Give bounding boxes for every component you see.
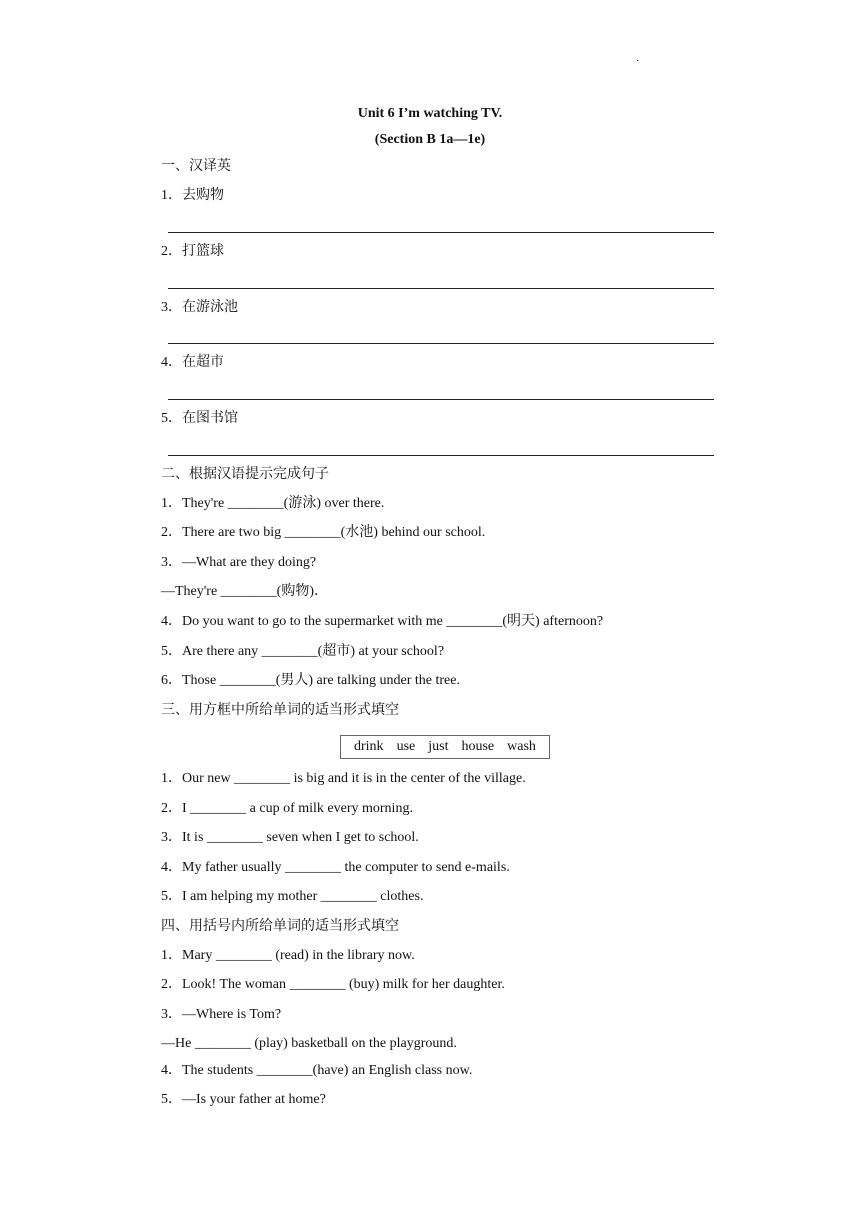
s2-item-2: 2．There are two big ________(水池) behind our school. — [161, 525, 486, 540]
s4-item-3-answer: —He ________ (play) basketball on the playground. — [161, 1036, 457, 1051]
answer-line-4[interactable] — [168, 399, 714, 400]
s4-item-3-question: 3．—Where is Tom? — [161, 1007, 282, 1022]
s2-item-3-answer: —They're ________(购物)． — [161, 584, 328, 599]
answer-line-3[interactable] — [168, 343, 714, 344]
word-box-item: drink — [354, 739, 384, 754]
s3-item-2: 2．I ________ a cup of milk every morning. — [161, 801, 413, 816]
s3-item-4: 4．My father usually ________ the computer to send e-mails. — [161, 860, 510, 875]
section-1-heading: 一、汉译英 — [161, 158, 231, 174]
page-subtitle: (Section B 1a—1e) — [374, 132, 486, 147]
s1-item-1: 1．去购物 — [161, 188, 224, 203]
s2-item-3-question: 3．—What are they doing? — [161, 555, 317, 570]
s3-item-1: 1．Our new ________ is big and it is in the center of the village. — [161, 771, 526, 786]
word-box-item: use — [396, 739, 416, 754]
s1-item-3: 3．在游泳池 — [161, 300, 238, 315]
answer-line-2[interactable] — [168, 288, 714, 289]
s4-item-1: 1．Mary ________ (read) in the library now. — [161, 948, 415, 963]
s4-item-2: 2．Look! The woman ________ (buy) milk for her daughter. — [161, 977, 505, 992]
word-box-item: wash — [507, 739, 536, 754]
header-mark: · — [636, 56, 640, 67]
word-box-item: just — [428, 739, 449, 754]
section-4-heading: 四、用括号内所给单词的适当形式填空 — [161, 918, 399, 934]
s4-item-5: 5．—Is your father at home? — [161, 1092, 326, 1107]
s2-item-1: 1．They're ________(游泳) over there. — [161, 496, 385, 511]
s1-item-5: 5．在图书馆 — [161, 411, 238, 426]
answer-line-5[interactable] — [168, 455, 714, 456]
s4-item-4: 4．The students ________(have) an English class now. — [161, 1063, 473, 1078]
s2-item-6: 6．Those ________(男人) are talking under the tree. — [161, 673, 460, 688]
page-title: Unit 6 I’m watching TV. — [357, 106, 503, 121]
s2-item-5: 5．Are there any ________(超市) at your school? — [161, 644, 445, 659]
word-box — [340, 735, 550, 759]
s3-item-3: 3．It is ________ seven when I get to school. — [161, 830, 419, 845]
s2-item-4: 4．Do you want to go to the supermarket with me ________(明天) afternoon? — [161, 614, 604, 629]
s1-item-4: 4．在超市 — [161, 355, 224, 370]
word-box-item: house — [461, 739, 495, 754]
s1-item-2: 2．打篮球 — [161, 244, 224, 259]
section-2-heading: 二、根据汉语提示完成句子 — [161, 466, 329, 482]
answer-line-1[interactable] — [168, 232, 714, 233]
section-3-heading: 三、用方框中所给单词的适当形式填空 — [161, 702, 399, 718]
s3-item-5: 5．I am helping my mother ________ clothes. — [161, 889, 424, 904]
